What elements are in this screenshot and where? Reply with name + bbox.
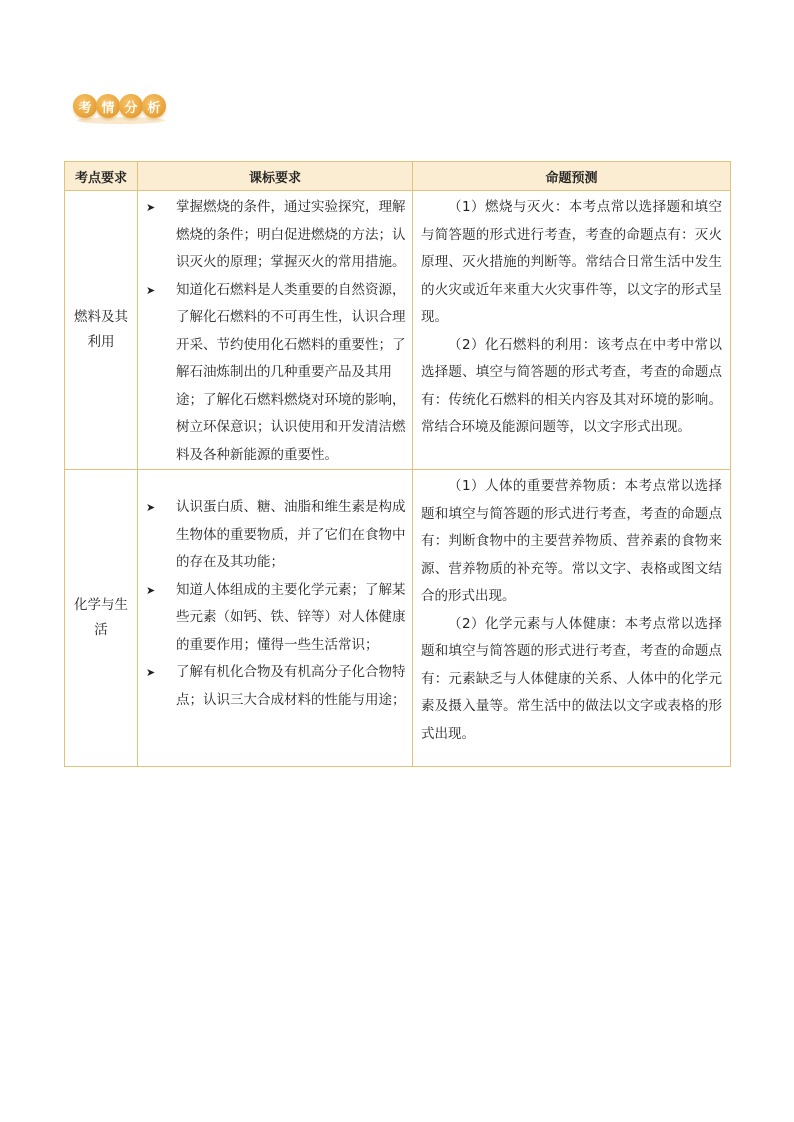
prediction-text: （2）化学元素与人体健康：本考点常以选择题和填空与简答题的形式进行考查，考查的命题点有：元素缺乏与人体健康的关系、人体中的化学元素及摄入量等。常生活中的做法以文字或表格的形式出现。 <box>421 615 722 742</box>
requirements-cell <box>138 470 413 767</box>
requirement-item <box>144 194 406 277</box>
prediction-text: （1）燃烧与灭火：本考点常以选择题和填空与简答题的形式进行考查，考查的命题点有：灭火原理、灭火措施的判断等。常结合日常生活中发生的火灾或近年来重大火灾事件等，以文字的形式呈现。 <box>421 199 722 325</box>
predictions-cell <box>413 470 731 767</box>
topic-cell: 燃料及其利用 <box>65 191 138 470</box>
requirement-text: 掌握燃烧的条件，通过实验探究，理解燃烧的条件；明白促进燃烧的方法；认识灭火的原理；掌握灭火的常用措施。 <box>176 199 406 270</box>
prediction-text: （1）人体的重要营养物质：本考点常以选择题和填空与简答题的形式进行考查，考查的命题点有：判断食物中的主要营养物质、营养素的食物来源、营养物质的补充等。常以文字、表格或图文结合的形式出现。 <box>421 478 722 604</box>
exam-analysis-table <box>64 161 731 767</box>
badge-char: 分 <box>119 94 143 118</box>
requirement-text: 知道人体组成的主要化学元素；了解某些元素（如钙、铁、锌等）对人体健康的重要作用；懂得一些生活常识； <box>176 581 406 653</box>
requirement-text: 认识蛋白质、糖、油脂和维生素是构成生物体的重要物质，并了它们在食物中的存在及其功能； <box>176 499 406 570</box>
header-predictions: 命题预测 <box>413 162 731 191</box>
arrow-bullet-icon: ➤ <box>146 283 156 297</box>
header-requirements: 课标要求 <box>138 162 413 191</box>
requirements-cell <box>138 191 413 470</box>
section-badge <box>73 94 165 118</box>
requirement-text: 知道化石燃料是人类重要的自然资源，了解化石燃料的不可再生性，认识合理开采、节约使用化石燃料的重要性；了解石油炼制出的几种重要产品及其用途；了解化石燃料燃烧对环境的影响，树立环保意识；认识使用和开发清洁燃料及各种新能源的重要性。 <box>176 281 406 463</box>
header-topic: 考点要求 <box>65 162 138 191</box>
requirement-item <box>144 577 406 660</box>
arrow-bullet-icon: ➤ <box>146 501 156 514</box>
requirement-item <box>144 494 406 577</box>
predictions-cell <box>413 191 731 470</box>
arrow-bullet-icon: ➤ <box>146 201 156 214</box>
requirement-item <box>144 277 406 470</box>
requirement-item <box>144 659 406 714</box>
topic-cell: 化学与生活 <box>65 470 138 767</box>
arrow-bullet-icon: ➤ <box>146 666 156 679</box>
badge-char: 情 <box>96 94 120 118</box>
badge-char: 析 <box>142 94 166 118</box>
table-row <box>65 191 731 470</box>
badge-char: 考 <box>73 94 97 118</box>
prediction-text: （2）化石燃料的利用：该考点在中考中常以选择题、填空与简答题的形式考查，考查的命题点有：传统化石燃料的相关内容及其对环境的影响。常结合环境及能源问题等，以文字形式出现。 <box>421 336 722 435</box>
table-header-row <box>65 162 731 191</box>
table-row <box>65 470 731 767</box>
requirement-text: 了解有机化合物及有机高分子化合物特点；认识三大合成材料的性能与用途； <box>176 664 406 708</box>
arrow-bullet-icon: ➤ <box>146 583 156 597</box>
badge-shadow <box>77 117 165 124</box>
